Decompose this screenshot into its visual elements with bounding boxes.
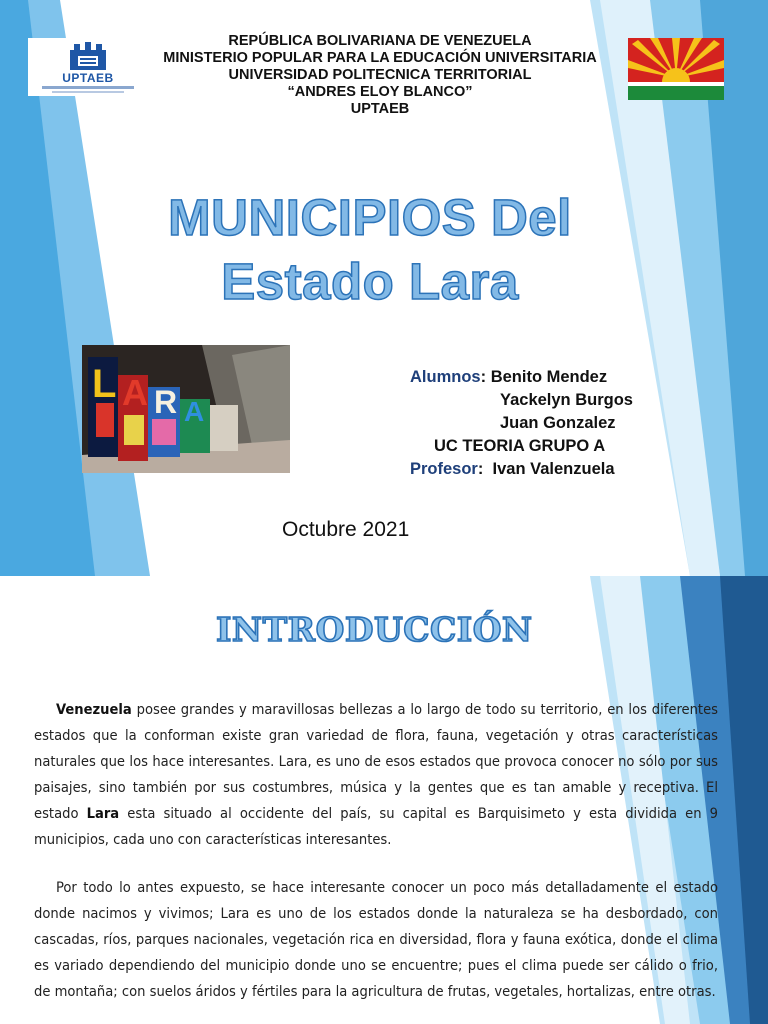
paragraph-text: esta situado al occidente del país, su capital es Barquisimeto y esta dividida en 9 municipios, cada uno con características interesantes. <box>34 805 718 848</box>
student-name: Benito Mendez <box>490 368 608 386</box>
presentation-date: Octubre 2021 <box>282 518 410 541</box>
header-line: REPÚBLICA BOLIVARIANA DE VENEZUELA <box>228 33 532 49</box>
professor-row: Profesor: Ivan Valenzuela <box>410 460 615 478</box>
svg-text:A: A <box>122 372 148 413</box>
intro-paragraph-2: Por todo lo antes expuesto, se hace interesante conocer un poco más detalladamente el estado donde nacimos y vivimos; Lara es uno de los estados donde la naturaleza se ha desbordado, con cascadas, ríos, parques nacionales, vegetación rica en diversidad, flora y fauna exótica, donde el clima es variado dependiendo del municipio donde uno se encuentre; pues el clima puede ser cálido o frio, de montaña; con suelos áridos y fértiles para la agricultura de frutas, vegetales, hortalizas, entre otras. <box>34 879 718 1000</box>
logo-name: UPTAEB <box>62 71 114 85</box>
header-line: UNIVERSIDAD POLITECNICA TERRITORIAL <box>228 67 532 83</box>
bold-term: Venezuela <box>56 701 132 718</box>
svg-text:R: R <box>154 384 178 420</box>
university-emblem-icon <box>64 42 112 72</box>
logo-fine-print <box>42 86 134 89</box>
lara-letters-photo <box>82 345 290 473</box>
svg-text:A: A <box>184 396 205 427</box>
bold-term: Lara <box>86 805 120 822</box>
title-line: Estado Lara <box>221 253 519 310</box>
course-group: UC TEORIA GRUPO A <box>434 437 606 455</box>
paragraph-text: posee grandes y maravillosas bellezas a lo largo de todo su territorio, en los diferentes estados que la conforman existe gran variedad de flora, fauna, vegetación y otras características naturales que los hace interesantes. Lara, es uno de esos estados que provoca conocer no sólo por sus paisajes, sino también por sus costumbres, música y la gentes que es tan amable y receptiva. El estado <box>34 701 718 822</box>
student-name: Juan Gonzalez <box>500 414 616 432</box>
institution-header <box>150 33 610 118</box>
title-line: MUNICIPIOS Del <box>168 189 572 246</box>
introduction-heading: INTRODUCCIÓN <box>216 610 533 649</box>
professor-name: Ivan Valenzuela <box>492 460 615 478</box>
presentation-title <box>100 186 640 314</box>
professor-label: Profesor <box>410 460 478 478</box>
lara-flag-icon <box>628 38 724 100</box>
credits-block <box>410 366 670 481</box>
students-label: Alumnos <box>410 368 481 386</box>
header-line: UPTAEB <box>350 101 410 117</box>
uptaeb-logo <box>28 38 148 96</box>
student-name: Yackelyn Burgos <box>500 391 633 409</box>
students-row: Alumnos: Benito Mendez <box>410 368 608 386</box>
header-line: MINISTERIO POPULAR PARA LA EDUCACIÓN UNIVERSITARIA <box>163 50 597 66</box>
svg-text:L: L <box>92 362 117 406</box>
intro-paragraph-1 <box>34 697 718 853</box>
header-line: “ANDRES ELOY BLANCO” <box>287 84 473 100</box>
logo-fine-print <box>52 91 124 93</box>
